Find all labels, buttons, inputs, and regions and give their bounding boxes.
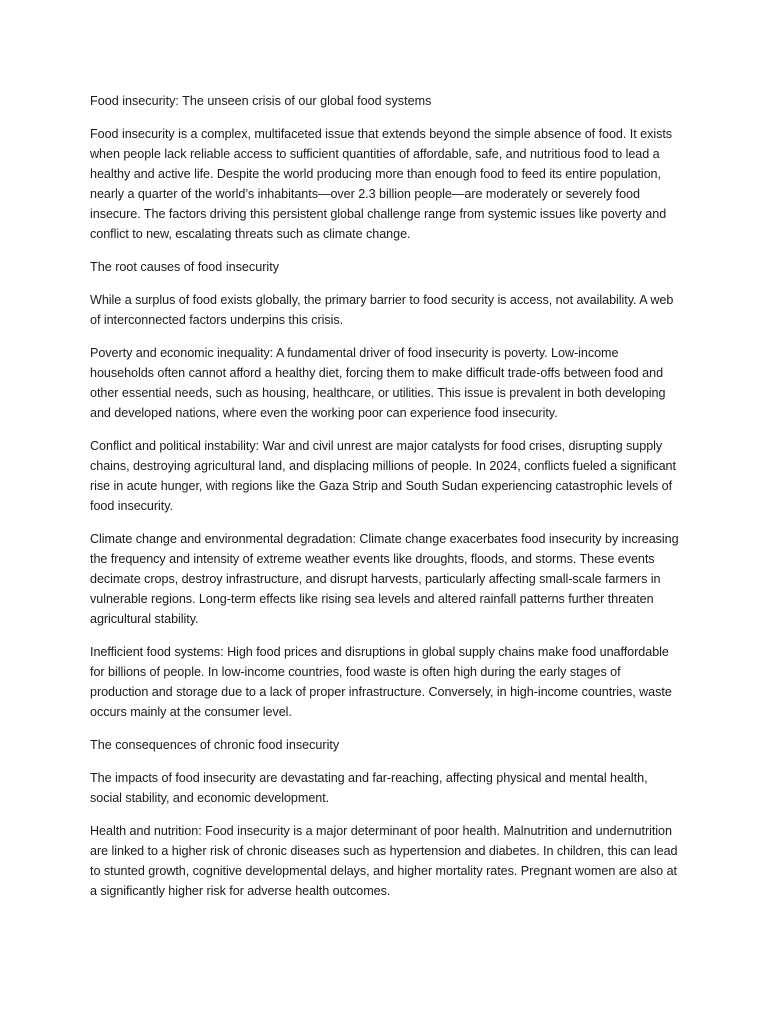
poverty-paragraph: Poverty and economic inequality: A fundamental driver of food insecurity is poverty. Low-income households often cannot afford a healthy diet, forcing them to make difficult trade-offs between food and other essential needs, such as housing, healthcare, or utilities. This issue is prevalent in both developing and developed nations, where even the working poor can experience food insecurity. xyxy=(90,346,666,420)
section-heading-consequences: The consequences of chronic food insecurity xyxy=(90,738,340,752)
intro-paragraph: Food insecurity is a complex, multifaceted issue that extends beyond the simple absence of food. It exists when people lack reliable access to sufficient quantities of affordable, safe, and nutritious food to lead a healthy and active life. Despite the world producing more than enough food to feed its entire population, nearly a quarter of the world’s inhabitants—over 2.3 billion people—are moderately or severely food insecure. The factors driving this persistent global challenge range from systemic issues like poverty and conflict to new, escalating threats such as climate change. xyxy=(90,127,673,241)
conflict-paragraph: Conflict and political instability: War and civil unrest are major catalysts for food crises, disrupting supply chains, destroying agricultural land, and displacing millions of people. In 2024, conflicts fueled a significant rise in acute hunger, with regions like the Gaza Strip and South Sudan experiencing catastrophic levels of food insecurity. xyxy=(90,439,676,513)
consequences-lead-paragraph: The impacts of food insecurity are devastating and far-reaching, affecting physical and mental health, social stability, and economic development. xyxy=(90,771,648,805)
health-paragraph: Health and nutrition: Food insecurity is a major determinant of poor health. Malnutrition and undernutrition are linked to a higher risk of chronic diseases such as hypertension and diabetes. In children, this can lead to stunted growth, cognitive developmental delays, and higher mortality rates. Pregnant women are also at a significantly higher risk for adverse health outcomes. xyxy=(90,824,678,898)
section-heading-root-causes: The root causes of food insecurity xyxy=(90,260,280,274)
document-title: Food insecurity: The unseen crisis of our global food systems xyxy=(90,94,432,108)
food-systems-paragraph: Inefficient food systems: High food prices and disruptions in global supply chains make food unaffordable for billions of people. In low-income countries, food waste is often high during the early stages of production and storage due to a lack of proper infrastructure. Conversely, in high-income countries, waste occurs mainly at the consumer level. xyxy=(90,645,672,719)
root-causes-lead-paragraph: While a surplus of food exists globally, the primary barrier to food security is access, not availability. A web of interconnected factors underpins this crisis. xyxy=(90,293,674,327)
climate-paragraph: Climate change and environmental degradation: Climate change exacerbates food insecurity by increasing the frequency and intensity of extreme weather events like droughts, floods, and storms. These events decimate crops, destroy infrastructure, and disrupt harvests, particularly affecting small-scale farmers in vulnerable regions. Long-term effects like rising sea levels and altered rainfall patterns further threaten agricultural stability. xyxy=(90,532,679,626)
